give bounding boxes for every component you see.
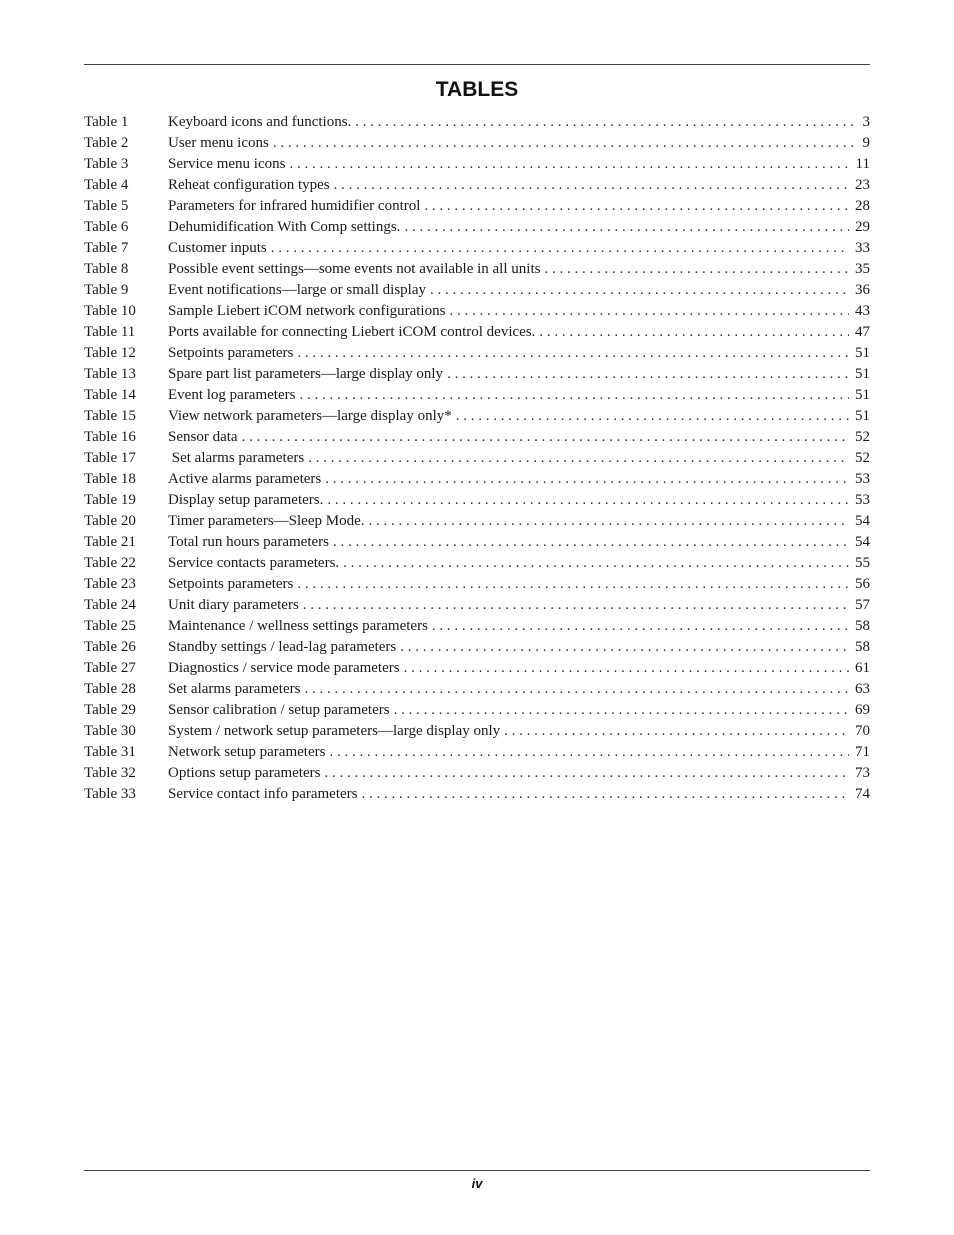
toc-entry-title: Active alarms parameters bbox=[168, 469, 325, 490]
toc-entry-title: Sample Liebert iCOM network configurations bbox=[168, 301, 449, 322]
toc-entry-label: Table 4 bbox=[84, 177, 129, 193]
toc-entry-page: 52 bbox=[855, 450, 870, 466]
toc-entry-title: View network parameters—large display only* bbox=[168, 406, 456, 427]
toc-entry[interactable] bbox=[84, 511, 870, 532]
toc-entry-title: Service menu icons bbox=[168, 154, 289, 175]
tables-list bbox=[84, 112, 870, 805]
toc-entry-title: Dehumidification With Comp settings. bbox=[168, 217, 404, 238]
toc-entry-label: Table 3 bbox=[84, 156, 129, 172]
toc-entry-page: 70 bbox=[855, 723, 870, 739]
toc-entry-title: Setpoints parameters bbox=[168, 343, 297, 364]
toc-entry-label: Table 15 bbox=[84, 408, 136, 424]
toc-entry-page: 23 bbox=[855, 177, 870, 193]
toc-dot-leader bbox=[242, 427, 849, 448]
toc-entry-page: 28 bbox=[855, 198, 870, 214]
toc-entry-label: Table 13 bbox=[84, 366, 136, 382]
toc-entry-label: Table 12 bbox=[84, 345, 136, 361]
toc-dot-leader bbox=[303, 595, 849, 616]
toc-entry-title: Total run hours parameters bbox=[168, 532, 333, 553]
footer-rule bbox=[84, 1170, 870, 1171]
toc-entry-page: 63 bbox=[855, 681, 870, 697]
toc-entry-title: Setpoints parameters bbox=[168, 574, 297, 595]
toc-entry-title: Display setup parameters. bbox=[168, 490, 327, 511]
toc-entry-page: 71 bbox=[855, 744, 870, 760]
toc-entry[interactable] bbox=[84, 469, 870, 490]
toc-dot-leader bbox=[324, 763, 849, 784]
toc-entry-title: Service contact info parameters bbox=[168, 784, 362, 805]
toc-entry-label: Table 10 bbox=[84, 303, 136, 319]
toc-entry-page: 9 bbox=[862, 135, 870, 151]
toc-entry-label: Table 24 bbox=[84, 597, 136, 613]
toc-entry[interactable] bbox=[84, 448, 870, 469]
toc-entry-page: 61 bbox=[855, 660, 870, 676]
toc-entry[interactable] bbox=[84, 406, 870, 427]
toc-entry[interactable] bbox=[84, 175, 870, 196]
toc-dot-leader bbox=[289, 154, 849, 175]
toc-dot-leader bbox=[325, 469, 849, 490]
toc-entry[interactable] bbox=[84, 763, 870, 784]
toc-entry[interactable] bbox=[84, 532, 870, 553]
toc-entry-title: Event notifications—large or small display bbox=[168, 280, 430, 301]
toc-entry-page: 54 bbox=[855, 534, 870, 550]
toc-entry-label: Table 18 bbox=[84, 471, 136, 487]
toc-entry-title: System / network setup parameters—large display only bbox=[168, 721, 504, 742]
toc-entry[interactable] bbox=[84, 679, 870, 700]
toc-entry-label: Table 17 bbox=[84, 450, 136, 466]
toc-entry-title: Timer parameters—Sleep Mode. bbox=[168, 511, 369, 532]
toc-entry-label: Table 6 bbox=[84, 219, 129, 235]
toc-entry-page: 51 bbox=[855, 387, 870, 403]
toc-dot-leader bbox=[297, 343, 849, 364]
toc-entry[interactable] bbox=[84, 616, 870, 637]
toc-entry-label: Table 20 bbox=[84, 513, 136, 529]
toc-entry-label: Table 7 bbox=[84, 240, 129, 256]
toc-entry-label: Table 21 bbox=[84, 534, 136, 550]
toc-entry-page: 74 bbox=[855, 786, 870, 802]
toc-entry-label: Table 26 bbox=[84, 639, 136, 655]
toc-dot-leader bbox=[539, 322, 849, 343]
toc-entry-label: Table 29 bbox=[84, 702, 136, 718]
toc-dot-leader bbox=[334, 175, 849, 196]
toc-entry-label: Table 25 bbox=[84, 618, 136, 634]
toc-dot-leader bbox=[333, 532, 849, 553]
toc-entry-label: Table 31 bbox=[84, 744, 136, 760]
toc-entry[interactable] bbox=[84, 154, 870, 175]
toc-entry[interactable] bbox=[84, 238, 870, 259]
footer-page-number: iv bbox=[471, 1176, 483, 1191]
toc-dot-leader bbox=[343, 553, 849, 574]
toc-entry-page: 53 bbox=[855, 492, 870, 508]
toc-entry-title: Sensor calibration / setup parameters bbox=[168, 700, 394, 721]
toc-entry[interactable] bbox=[84, 574, 870, 595]
toc-entry-label: Table 11 bbox=[84, 324, 136, 340]
toc-dot-leader bbox=[449, 301, 849, 322]
toc-entry-page: 73 bbox=[855, 765, 870, 781]
toc-entry[interactable] bbox=[84, 427, 870, 448]
toc-dot-leader bbox=[430, 280, 849, 301]
toc-entry[interactable] bbox=[84, 217, 870, 238]
toc-entry-title: Spare part list parameters—large display only bbox=[168, 364, 447, 385]
toc-entry-title: Set alarms parameters bbox=[168, 679, 304, 700]
header-rule bbox=[84, 64, 870, 65]
toc-entry-title: Maintenance / wellness settings parameters bbox=[168, 616, 432, 637]
toc-entry-page: 69 bbox=[855, 702, 870, 718]
toc-entry-title: Customer inputs bbox=[168, 238, 271, 259]
toc-dot-leader bbox=[273, 133, 857, 154]
toc-dot-leader bbox=[404, 658, 849, 679]
toc-entry-page: 58 bbox=[855, 639, 870, 655]
toc-entry-title: Event log parameters bbox=[168, 385, 299, 406]
toc-entry-page: 3 bbox=[862, 114, 870, 130]
toc-entry-label: Table 1 bbox=[84, 114, 129, 130]
toc-entry[interactable] bbox=[84, 595, 870, 616]
toc-entry[interactable] bbox=[84, 259, 870, 280]
toc-entry[interactable] bbox=[84, 343, 870, 364]
toc-entry-page: 57 bbox=[855, 597, 870, 613]
toc-entry-label: Table 8 bbox=[84, 261, 129, 277]
toc-entry-title: User menu icons bbox=[168, 133, 273, 154]
toc-entry-label: Table 16 bbox=[84, 429, 136, 445]
toc-entry-title: Standby settings / lead-lag parameters bbox=[168, 637, 400, 658]
toc-entry[interactable] bbox=[84, 301, 870, 322]
toc-entry-label: Table 30 bbox=[84, 723, 136, 739]
toc-dot-leader bbox=[369, 511, 850, 532]
toc-entry[interactable] bbox=[84, 637, 870, 658]
toc-entry-title: Unit diary parameters bbox=[168, 595, 303, 616]
toc-dot-leader bbox=[456, 406, 849, 427]
toc-dot-leader bbox=[544, 259, 849, 280]
toc-entry-label: Table 22 bbox=[84, 555, 136, 571]
toc-entry[interactable] bbox=[84, 385, 870, 406]
toc-entry[interactable] bbox=[84, 364, 870, 385]
toc-dot-leader bbox=[355, 112, 856, 133]
toc-entry-page: 35 bbox=[855, 261, 870, 277]
toc-dot-leader bbox=[404, 217, 849, 238]
toc-entry-title: Set alarms parameters bbox=[168, 448, 308, 469]
toc-dot-leader bbox=[329, 742, 849, 763]
toc-entry-title: Reheat configuration types bbox=[168, 175, 334, 196]
toc-entry-page: 58 bbox=[855, 618, 870, 634]
toc-entry-title: Possible event settings—some events not available in all units bbox=[168, 259, 544, 280]
toc-dot-leader bbox=[504, 721, 849, 742]
toc-entry[interactable] bbox=[84, 700, 870, 721]
toc-entry-label: Table 33 bbox=[84, 786, 136, 802]
toc-entry-page: 47 bbox=[855, 324, 870, 340]
toc-dot-leader bbox=[297, 574, 849, 595]
toc-entry-page: 53 bbox=[855, 471, 870, 487]
toc-entry[interactable] bbox=[84, 112, 870, 133]
toc-dot-leader bbox=[327, 490, 849, 511]
toc-entry-page: 43 bbox=[855, 303, 870, 319]
toc-entry-title: Keyboard icons and functions. bbox=[168, 112, 355, 133]
toc-entry[interactable] bbox=[84, 322, 870, 343]
toc-entry-page: 54 bbox=[855, 513, 870, 529]
toc-entry[interactable] bbox=[84, 658, 870, 679]
toc-dot-leader bbox=[362, 784, 850, 805]
toc-entry-page: 51 bbox=[855, 366, 870, 382]
toc-entry-label: Table 14 bbox=[84, 387, 136, 403]
toc-dot-leader bbox=[400, 637, 849, 658]
toc-entry-title: Diagnostics / service mode parameters bbox=[168, 658, 404, 679]
toc-dot-leader bbox=[394, 700, 849, 721]
toc-entry[interactable] bbox=[84, 553, 870, 574]
toc-entry[interactable] bbox=[84, 784, 870, 805]
toc-entry-page: 11 bbox=[855, 156, 870, 172]
toc-entry-page: 51 bbox=[855, 345, 870, 361]
toc-entry-title: Options setup parameters bbox=[168, 763, 324, 784]
toc-entry-page: 36 bbox=[855, 282, 870, 298]
toc-entry-title: Sensor data bbox=[168, 427, 242, 448]
toc-entry[interactable] bbox=[84, 721, 870, 742]
toc-entry[interactable] bbox=[84, 490, 870, 511]
toc-entry[interactable] bbox=[84, 196, 870, 217]
toc-dot-leader bbox=[299, 385, 849, 406]
toc-entry-label: Table 5 bbox=[84, 198, 129, 214]
page-title: TABLES bbox=[435, 78, 519, 101]
toc-entry[interactable] bbox=[84, 742, 870, 763]
toc-entry[interactable] bbox=[84, 280, 870, 301]
toc-entry-title: Ports available for connecting Liebert iCOM control devices. bbox=[168, 322, 539, 343]
toc-entry-label: Table 27 bbox=[84, 660, 136, 676]
toc-dot-leader bbox=[447, 364, 849, 385]
toc-entry-page: 55 bbox=[855, 555, 870, 571]
toc-entry-label: Table 9 bbox=[84, 282, 129, 298]
toc-entry-page: 56 bbox=[855, 576, 870, 592]
toc-dot-leader bbox=[308, 448, 849, 469]
toc-entry[interactable] bbox=[84, 133, 870, 154]
toc-entry-label: Table 23 bbox=[84, 576, 136, 592]
toc-dot-leader bbox=[432, 616, 849, 637]
toc-entry-page: 52 bbox=[855, 429, 870, 445]
toc-dot-leader bbox=[271, 238, 849, 259]
toc-entry-page: 29 bbox=[855, 219, 870, 235]
toc-entry-label: Table 19 bbox=[84, 492, 136, 508]
toc-dot-leader bbox=[424, 196, 849, 217]
toc-entry-title: Network setup parameters bbox=[168, 742, 329, 763]
toc-entry-title: Parameters for infrared humidifier control bbox=[168, 196, 424, 217]
toc-entry-page: 33 bbox=[855, 240, 870, 256]
toc-entry-page: 51 bbox=[855, 408, 870, 424]
toc-dot-leader bbox=[304, 679, 849, 700]
toc-entry-title: Service contacts parameters. bbox=[168, 553, 343, 574]
toc-entry-label: Table 28 bbox=[84, 681, 136, 697]
toc-entry-label: Table 32 bbox=[84, 765, 136, 781]
toc-entry-label: Table 2 bbox=[84, 135, 129, 151]
